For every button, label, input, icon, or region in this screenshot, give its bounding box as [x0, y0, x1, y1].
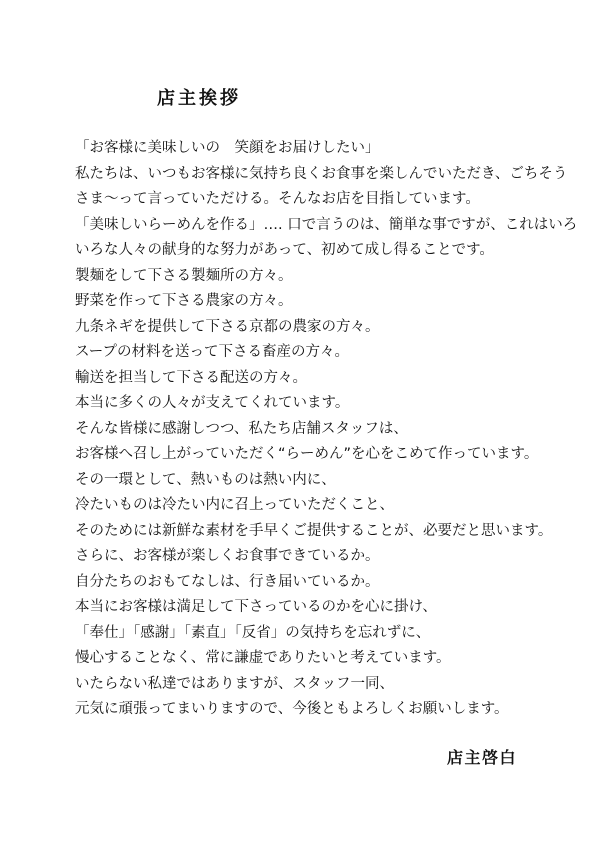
body-line: 「奉仕」「感謝」「素直」「反省」の気持ちを忘れずに、: [75, 624, 431, 641]
body-line: スープの材料を送って下さる畜産の方々。: [75, 344, 350, 360]
body-line: さらに、お客様が楽しくお食事できているか。: [75, 548, 380, 564]
greeting-body: [75, 136, 578, 723]
body-line: 私たちは、いつもお客様に気持ち良くお食事を楽しんでいただき、ごちそう: [75, 165, 568, 182]
body-line: お客様へ召し上がっていただく“らーめん”を心をこめて作っています。: [75, 446, 539, 462]
body-line: 冷たいものは冷たい内に召上っていただくこと、: [75, 497, 394, 513]
body-line: 本当に多くの人々が支えてくれています。: [75, 395, 350, 411]
body-line: 九条ネギを提供して下さる京都の農家の方々。: [75, 318, 380, 335]
body-line: その一環として、熱いものは熱い内に、: [75, 471, 336, 488]
body-line: 「美味しいらーめんを作る」…. 口で言うのは、簡単な事ですが、これはいろ: [75, 216, 578, 233]
body-line: そんな皆様に感謝しつつ、私たち店舗スタッフは、: [75, 420, 408, 437]
body-line: いたらない私達ではありますが、スタッフ一同、: [75, 675, 394, 692]
body-line: 野菜を作って下さる農家の方々。: [75, 293, 293, 309]
body-line: そのためには新鮮な素材を手早くご提供することが、必要だと思います。: [75, 522, 553, 539]
body-line: 元気に頑張ってまいりますので、今後ともよろしくお願いします。: [75, 701, 509, 717]
document-title: 店主挨拶: [157, 88, 241, 109]
body-line: 輸送を担当して下さる配送の方々。: [75, 369, 307, 386]
body-line: 慢心することなく、常に謙虚でありたいと考えています。: [75, 650, 451, 666]
body-line: さま～って言っていただける。そんなお店を目指しています。: [75, 191, 480, 207]
body-line: 本当にお客様は満足して下さっているのかを心に掛け、: [75, 599, 437, 615]
body-line: 「お客様に美味しいの 笑顔をお届けしたい」: [75, 140, 380, 156]
body-line: 製麺をして下さる製麺所の方々。: [75, 267, 293, 284]
signature: 店主啓白: [447, 748, 518, 767]
body-line: いろな人々の献身的な努力があって、初めて成し得ることです。: [75, 242, 494, 258]
body-line: 自分たちのおもてなしは、行き届いているか。: [75, 573, 380, 590]
